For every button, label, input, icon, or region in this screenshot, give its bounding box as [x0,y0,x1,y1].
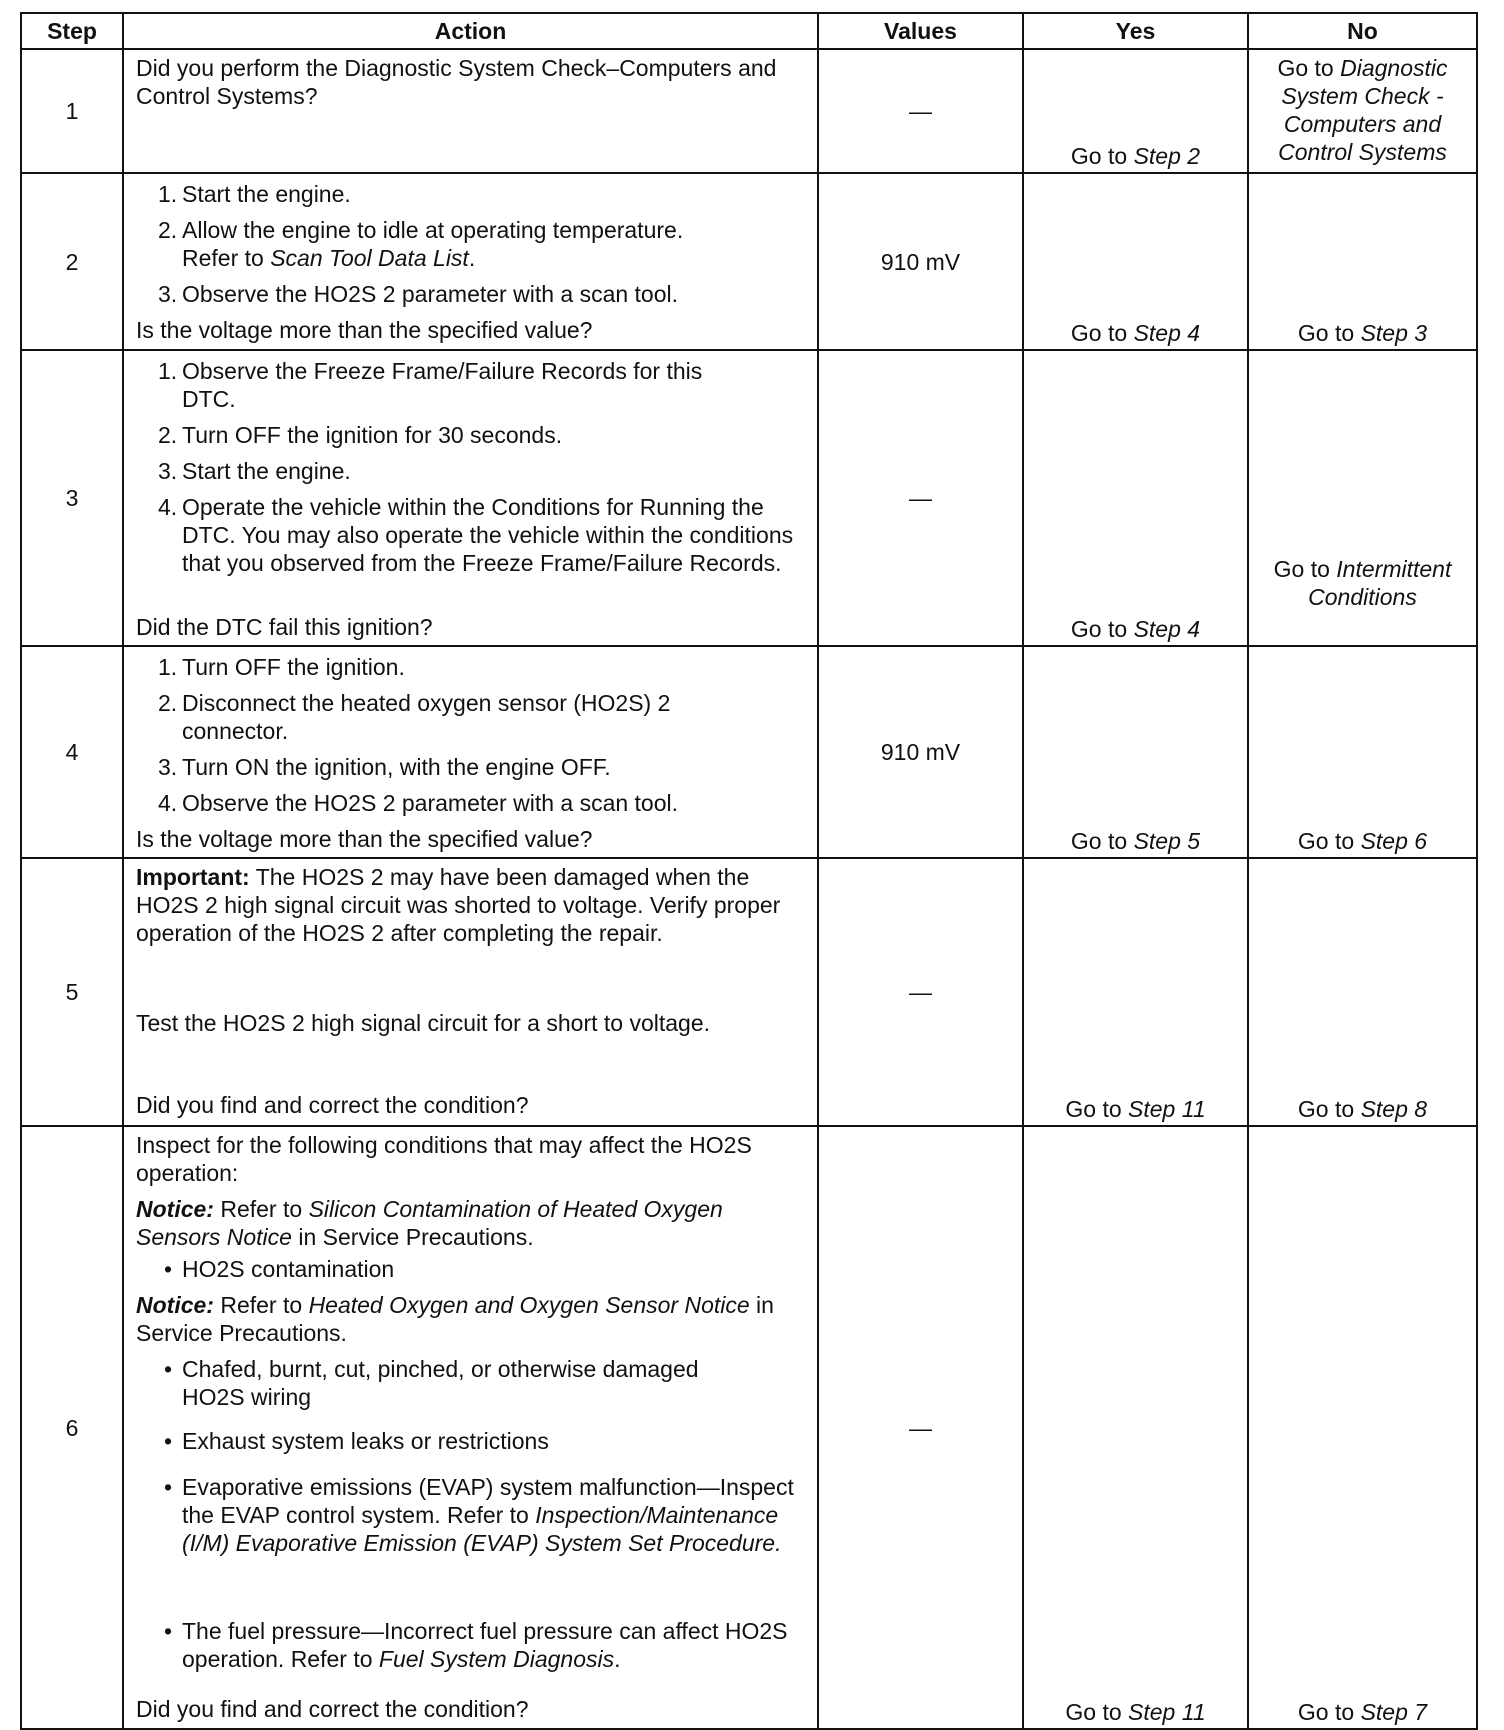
action-question: Did you perform the Diagnostic System Check–Computers and Control Systems? [136,55,777,109]
table-row-step-1 [21,49,1477,173]
action-question: Is the voltage more than the specified value? [136,826,593,852]
action-question: Did you find and correct the condition? [136,1092,529,1118]
action-cell [123,858,818,1126]
value-cell: — [818,858,1023,1126]
step-number: 1 [21,49,123,173]
no-link[interactable]: Step 8 [1360,1096,1428,1122]
notice-link[interactable]: Silicon Contamination of Heated Oxygen Sensors Notice [136,1196,723,1250]
goto-label: Go to [1297,1096,1355,1122]
action-item: Observe the HO2S 2 parameter with a scan tool. [182,790,679,816]
goto-label: Go to [1297,320,1355,346]
notice-suffix: in Service Precautions. [298,1224,534,1250]
yes-link[interactable]: Step 4 [1133,616,1201,642]
header-action: Action [123,13,818,49]
no-cell [1248,858,1477,1126]
table-row-step-2 [21,173,1477,350]
no-cell [1248,49,1477,173]
table-row-step-6 [21,1126,1477,1729]
action-cell: Inspect for the following conditions that may affect the HO2S operation: Notice: Refer to Silicon Contamination of Heated Oxygen Sensors Notice in Service Precautions. • HO2S contamination Notice: Refer to Heated Oxygen and Oxygen Sensor Notice in Service Precautions. • Chafed, burnt, cut, pinched, or otherwise damaged HO2S wiring • Exhaust system leaks or restrictions • Evaporative emissions (EVAP) system malfunction—Inspect the EVAP control system. Refer to Inspection/Maintenance (I/M) Evaporative Emission (EVAP) System Set Procedure. • The fuel pressure—Incorrect fuel pressure can affect HO2S operation. Refer to Fuel System Diagnosis. Did you find and correct the condition? [123,1126,818,1729]
bullet-item: Exhaust system leaks or restrictions [182,1428,549,1454]
action-question: Did the DTC fail this ignition? [136,614,433,640]
value-cell: 910 mV [818,173,1023,350]
goto-label: Go to [1065,1699,1122,1725]
yes-cell [1023,173,1248,350]
bullet-item: Chafed, burnt, cut, pinched, or otherwise damaged HO2S wiring [182,1356,699,1410]
header-values: Values [818,13,1023,49]
action-item: Observe the HO2S 2 parameter with a scan tool. [182,281,679,307]
no-cell [1248,646,1477,858]
goto-label: Go to [1070,616,1128,642]
step-number: 4 [21,646,123,858]
action-item: Turn OFF the ignition for 30 seconds. [182,422,563,448]
procedure-link[interactable]: Inspection/Maintenance (I/M) Evaporative Emission (EVAP) System Set Procedure. [182,1502,782,1556]
no-link[interactable]: Step 7 [1360,1699,1428,1725]
step-number: 5 [21,858,123,1126]
notice-label: Notice: [136,1292,214,1318]
value-cell: — [818,1126,1023,1729]
no-link[interactable]: Diagnostic System Check - Computers and Control Systems [1278,55,1448,165]
step-number: 6 [21,1126,123,1729]
action-item: Start the engine. [182,458,351,484]
goto-label: Go to [1297,1699,1355,1725]
yes-link[interactable]: Step 2 [1133,143,1201,169]
refer-label: Refer to [220,1292,303,1318]
yes-cell [1023,1126,1248,1729]
table-row-step-5 [21,858,1477,1126]
header-yes: Yes [1023,13,1248,49]
bullet-item: HO2S contamination [182,1256,395,1282]
yes-cell [1023,858,1248,1126]
yes-cell [1023,49,1248,173]
goto-label: Go to [1277,55,1334,81]
yes-link[interactable]: Step 4 [1133,320,1201,346]
no-cell [1248,173,1477,350]
important-text: The HO2S 2 may have been damaged when the HO2S 2 high signal circuit was shorted to voltage. Verify proper operation of the HO2S 2 after completing the repair. [136,864,781,946]
action-item: Turn OFF the ignition. [182,654,405,680]
bullet-item: Evaporative emissions (EVAP) system malfunction—Inspect the EVAP control system. Refer to [182,1474,794,1528]
value-cell: — [818,350,1023,646]
action-item: Observe the Freeze Frame/Failure Records for this DTC. [182,358,703,412]
action-question: Is the voltage more than the specified value? [136,317,593,343]
goto-label: Go to [1297,828,1355,854]
step-number: 2 [21,173,123,350]
goto-label: Go to [1070,320,1128,346]
inspect-intro: Inspect for the following conditions that may affect the HO2S operation: [136,1132,752,1186]
notice-label: Notice: [136,1196,214,1222]
refer-link[interactable]: Scan Tool Data List [270,245,469,271]
refer-label: Refer to [182,245,264,271]
no-link[interactable]: Intermittent Conditions [1308,556,1452,610]
action-cell: 1. Start the engine. 2. Allow the engine to idle at operating temperature. Refer to Scan Tool Data List. 3. Observe the HO2S 2 parameter with a scan tool. Is the voltage more than the specified value? [123,173,818,350]
value-cell: 910 mV [818,646,1023,858]
action-item: Allow the engine to idle at operating temperature. [182,217,684,243]
yes-cell [1023,646,1248,858]
bullet-item: The fuel pressure—Incorrect fuel pressure can affect HO2S operation. Refer to [182,1618,788,1672]
notice-link[interactable]: Heated Oxygen and Oxygen Sensor Notice [308,1292,750,1318]
value-cell: — [818,49,1023,173]
goto-label: Go to [1273,556,1330,582]
step-number: 3 [21,350,123,646]
test-instruction: Test the HO2S 2 high signal circuit for a short to voltage. [136,1010,711,1036]
important-label: Important: [136,864,250,890]
action-question: Did you find and correct the condition? [136,1696,529,1722]
yes-link[interactable]: Step 11 [1128,1699,1206,1725]
action-item: Disconnect the heated oxygen sensor (HO2S) 2 connector. [182,690,671,744]
yes-link[interactable]: Step 5 [1133,828,1201,854]
no-link[interactable]: Step 6 [1360,828,1428,854]
table-row-step-3 [21,350,1477,646]
header-no: No [1248,13,1477,49]
action-cell [123,49,818,173]
action-item: Turn ON the ignition, with the engine OFF. [182,754,611,780]
yes-cell [1023,350,1248,646]
diagnostic-table [20,12,1478,1730]
header-row [21,13,1477,49]
yes-link[interactable]: Step 11 [1128,1096,1206,1122]
no-link[interactable]: Step 3 [1360,320,1428,346]
goto-label: Go to [1070,143,1128,169]
table-row-step-4 [21,646,1477,858]
header-step: Step [21,13,123,49]
diagnosis-link[interactable]: Fuel System Diagnosis [378,1646,615,1672]
refer-label: Refer to [220,1196,303,1222]
goto-label: Go to [1070,828,1128,854]
action-cell: 1. Turn OFF the ignition. 2. Disconnect the heated oxygen sensor (HO2S) 2 connector. 3. Turn ON the ignition, with the engine OFF. 4. Observe the HO2S 2 parameter with a scan tool. Is the voltage more than the specified value? [123,646,818,858]
action-cell: 1. Observe the Freeze Frame/Failure Records for this DTC. 2. Turn OFF the ignition for 30 seconds. 3. Start the engine. 4. Operate the vehicle within the Conditions for Running the DTC. You may also operate the vehicle within the conditions that you observed from the Freeze Frame/Failure Records. Did the DTC fail this ignition? [123,350,818,646]
action-item: Start the engine. [182,181,351,207]
goto-label: Go to [1065,1096,1122,1122]
no-cell [1248,350,1477,646]
action-item: Operate the vehicle within the Conditions for Running the DTC. You may also operate the vehicle within the conditions that you observed from the Freeze Frame/Failure Records. [182,494,794,576]
no-cell [1248,1126,1477,1729]
notice-suffix: in Service Precautions. [136,1292,774,1346]
